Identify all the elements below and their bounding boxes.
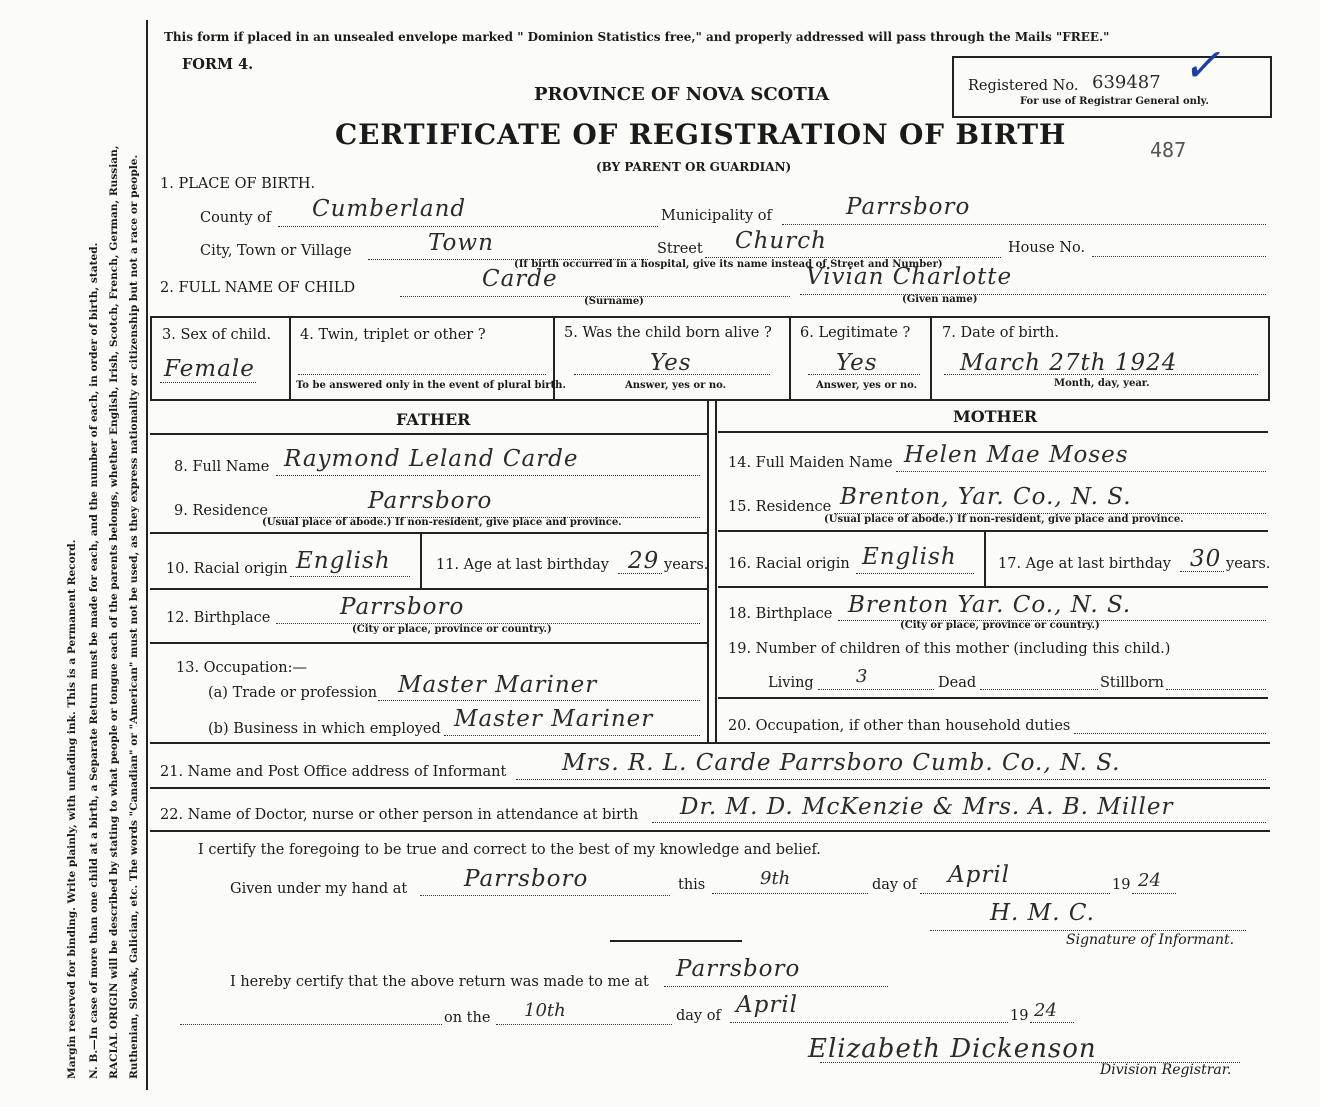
father-years-label: years. <box>664 557 709 573</box>
informant-signature: H. M. C. <box>990 900 1095 926</box>
father-name-value: Raymond Leland Carde <box>284 446 579 472</box>
father-occupation-label: 13. Occupation:— <box>176 660 307 676</box>
mother-heading: MOTHER <box>953 407 1038 426</box>
registered-note: For use of Registrar General only. <box>1020 96 1209 107</box>
business-value: Master Mariner <box>454 706 654 732</box>
given-note: (Given name) <box>902 294 978 305</box>
dayof-label: day of <box>872 877 917 893</box>
margin-note-2: N. B.—In case of more than one child at a birth, a Separate Return must be made for each, and the number of each, in order of birth, stated. <box>88 242 100 1079</box>
registrar-statement: I hereby certify that the above return was made to me at <box>230 974 649 990</box>
certify-statement: I certify the foregoing to be true and correct to the best of my knowledge and belief. <box>198 842 821 858</box>
living-value: 3 <box>856 666 868 687</box>
registrar-year-prefix: 19 <box>1010 1008 1029 1024</box>
given-month-value: April <box>948 862 1011 888</box>
mother-race-label: 16. Racial origin <box>728 556 850 572</box>
surname-note: (Surname) <box>584 296 644 307</box>
legitimate-label: 6. Legitimate ? <box>800 325 911 341</box>
registrar-day-value: 10th <box>524 1000 566 1021</box>
margin-note-1: Margin reserved for binding. Write plainly, with unfading ink. This is a Permanent Record. <box>66 539 78 1079</box>
year-prefix: 19 <box>1112 877 1131 893</box>
mother-residence-value: Brenton, Yar. Co., N. S. <box>840 484 1132 510</box>
registrar-month-value: April <box>736 992 799 1018</box>
mother-years-label: years. <box>1226 556 1271 572</box>
mother-residence-note: (Usual place of abode.) If non-resident, give place and province. <box>824 514 1184 525</box>
father-name-label: 8. Full Name <box>174 459 270 475</box>
mother-birthplace-value: Brenton Yar. Co., N. S. <box>848 592 1132 618</box>
twin-label: 4. Twin, triplet or other ? <box>300 327 486 343</box>
children-count-label: 19. Number of children of this mother (including this child.) <box>728 641 1171 657</box>
registrar-signature-label: Division Registrar. <box>1100 1062 1232 1078</box>
father-age-label: 11. Age at last birthday <box>436 557 609 573</box>
mother-age-label: 17. Age at last birthday <box>998 556 1171 572</box>
mother-birthplace-note: (City or place, province or country.) <box>900 620 1100 631</box>
on-the-label: on the <box>444 1010 491 1026</box>
municipality-label: Municipality of <box>661 208 772 224</box>
child-given-name: Vivian Charlotte <box>806 264 1013 290</box>
father-age-value: 29 <box>628 548 660 574</box>
alive-label: 5. Was the child born alive ? <box>564 325 772 341</box>
given-under-label: Given under my hand at <box>230 881 408 897</box>
sex-value: Female <box>164 356 255 382</box>
informant-signature-label: Signature of Informant. <box>1066 932 1235 948</box>
margin-notes <box>0 0 145 1107</box>
registered-number: 639487 <box>1092 72 1161 93</box>
mother-occupation-label: 20. Occupation, if other than household duties <box>728 718 1071 734</box>
doctor-value: Dr. M. D. McKenzie & Mrs. A. B. Miller <box>680 794 1174 820</box>
sex-label: 3. Sex of child. <box>162 327 272 343</box>
informant-value: Mrs. R. L. Carde Parrsboro Cumb. Co., N. S. <box>562 750 1121 776</box>
father-race-label: 10. Racial origin <box>166 561 288 577</box>
margin-note-4: Ruthenian, Slovak, Galician, etc. The words "Canadian" or "American" must not be used, as they express nationality or citizenship but not a race or people. <box>128 154 140 1079</box>
margin-note-3: RACIAL ORIGIN will be described by stating to what people or tongue each of the parents belongs, whether English, Irish, Scotch, French, German, Russian, <box>108 145 120 1079</box>
alive-value: Yes <box>650 350 692 376</box>
city-value: Town <box>428 230 494 256</box>
father-heading: FATHER <box>396 410 471 429</box>
page-title: CERTIFICATE OF REGISTRATION OF BIRTH <box>335 118 1067 151</box>
street-value: Church <box>735 228 827 254</box>
father-residence-value: Parrsboro <box>368 488 493 514</box>
mother-age-value: 30 <box>1190 546 1222 572</box>
margin-border <box>146 20 148 1090</box>
house-label: House No. <box>1008 240 1086 256</box>
mother-race-value: English <box>862 544 957 570</box>
given-place-value: Parrsboro <box>464 866 589 892</box>
stamp-number: 487 <box>1150 138 1187 162</box>
dead-label: Dead <box>938 675 977 691</box>
this-label: this <box>678 877 706 893</box>
child-surname: Carde <box>482 266 558 292</box>
business-label: (b) Business in which employed <box>208 721 441 737</box>
province-heading: PROVINCE OF NOVA SCOTIA <box>534 84 830 105</box>
legitimate-note: Answer, yes or no. <box>816 380 918 391</box>
registrar-signature: Elizabeth Dickenson <box>808 1034 1097 1064</box>
doctor-label: 22. Name of Doctor, nurse or other person in attendance at birth <box>160 807 639 823</box>
stillborn-label: Stillborn <box>1100 675 1164 691</box>
alive-note: Answer, yes or no. <box>625 380 727 391</box>
street-label: Street <box>657 241 703 257</box>
check-mark-icon: ✓ <box>1182 38 1221 92</box>
father-residence-note: (Usual place of abode.) If non-resident, give place and province. <box>262 517 622 528</box>
municipality-value: Parrsboro <box>846 194 971 220</box>
form-number: FORM 4. <box>182 56 254 73</box>
father-birthplace-note: (City or place, province or country.) <box>352 624 552 635</box>
twin-note: To be answered only in the event of plural birth. <box>296 380 566 391</box>
father-birthplace-value: Parrsboro <box>340 594 465 620</box>
informant-label: 21. Name and Post Office address of Informant <box>160 764 507 780</box>
father-residence-label: 9. Residence <box>174 503 268 519</box>
county-label: County of <box>200 210 272 226</box>
father-birthplace-label: 12. Birthplace <box>166 610 271 626</box>
city-label: City, Town or Village <box>200 243 352 259</box>
registered-label: Registered No. <box>968 78 1079 94</box>
given-day-value: 9th <box>760 868 791 889</box>
trade-label: (a) Trade or profession <box>208 685 378 701</box>
registrar-place-value: Parrsboro <box>676 956 801 982</box>
child-name-label: 2. FULL NAME OF CHILD <box>160 280 356 296</box>
father-race-value: English <box>296 548 391 574</box>
registrar-dayof-label: day of <box>676 1008 721 1024</box>
legitimate-value: Yes <box>836 350 878 376</box>
living-label: Living <box>768 675 814 691</box>
dob-note: Month, day, year. <box>1054 378 1150 389</box>
top-note: This form if placed in an unsealed envelope marked " Dominion Statistics free," and properly addressed will pass through the Mails "FREE." <box>164 30 1110 44</box>
place-of-birth-label: 1. PLACE OF BIRTH. <box>160 176 316 192</box>
dob-label: 7. Date of birth. <box>942 325 1060 341</box>
registrar-year-suffix: 24 <box>1034 1000 1057 1021</box>
mother-name-value: Helen Mae Moses <box>904 442 1129 468</box>
mother-name-label: 14. Full Maiden Name <box>728 455 893 471</box>
mother-birthplace-label: 18. Birthplace <box>728 606 833 622</box>
subtitle: (BY PARENT OR GUARDIAN) <box>596 160 792 174</box>
trade-value: Master Mariner <box>398 672 598 698</box>
dob-value: March 27th 1924 <box>960 350 1178 376</box>
year-suffix: 24 <box>1138 870 1161 891</box>
hospital-note: (If birth occurred in a hospital, give its name instead of Street and Number) <box>514 259 943 270</box>
county-value: Cumberland <box>312 196 467 222</box>
mother-residence-label: 15. Residence <box>728 499 832 515</box>
